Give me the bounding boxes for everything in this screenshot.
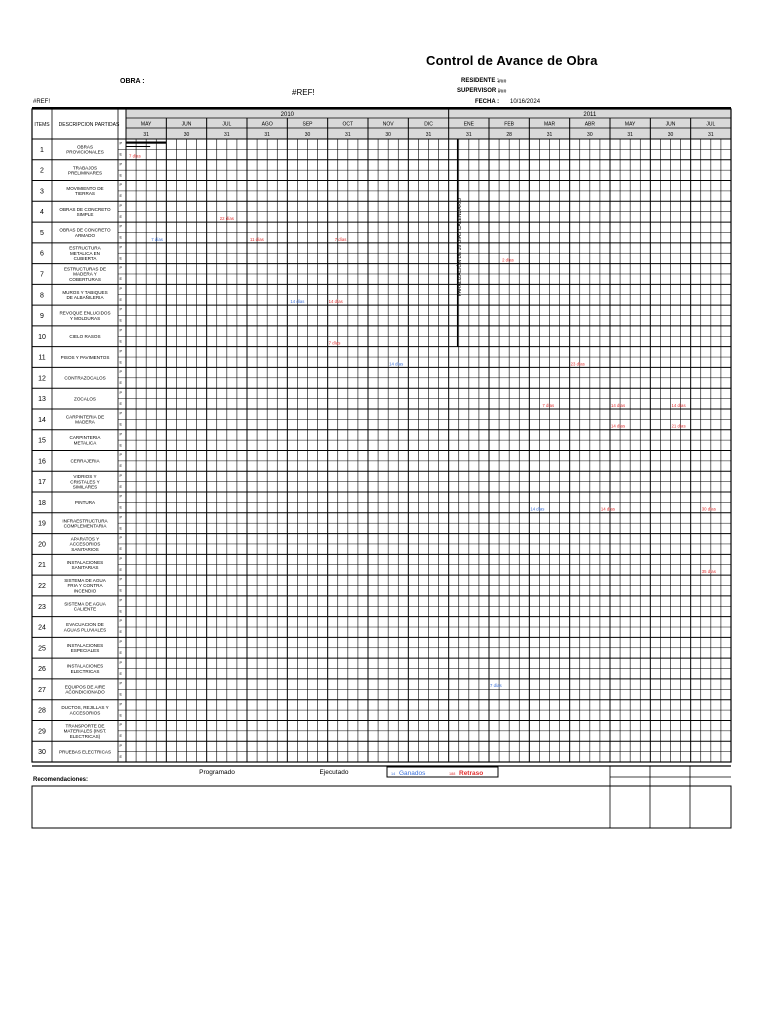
item-description: ESPECIALES xyxy=(70,648,100,654)
row-mark-e: E xyxy=(119,567,123,572)
month-label-nov: NOV xyxy=(382,121,394,128)
item-description: ACONDICIONADO xyxy=(65,689,105,695)
row-mark-e: E xyxy=(119,630,123,635)
row-mark-e: E xyxy=(119,464,123,469)
item-number: 7 xyxy=(40,271,44,279)
item-description: DE ALBAÑILERIA xyxy=(66,295,104,301)
month-label-ene: ENE xyxy=(463,121,474,128)
delay-annotation: 7 días xyxy=(129,153,141,159)
item-number: 23 xyxy=(38,603,46,611)
row-mark-e: E xyxy=(119,692,123,697)
recomendaciones-box xyxy=(32,786,731,828)
month-label-jul: JUL xyxy=(706,121,716,128)
row-mark-p: P xyxy=(119,224,123,229)
supervisor-label: SUPERVISOR : xyxy=(457,88,500,94)
item-description: ESTRUCTURAS DE xyxy=(63,266,107,272)
row-mark-p: P xyxy=(119,453,123,458)
item-description: INSTALACIONES xyxy=(66,663,104,669)
row-mark-e: E xyxy=(119,547,123,552)
delay-annotation: 7 días xyxy=(328,340,341,346)
row-mark-p: P xyxy=(119,370,123,375)
row-mark-p: P xyxy=(119,619,123,624)
item-description: ESTRUCTURA xyxy=(69,245,101,251)
row-mark-p: P xyxy=(119,536,123,541)
delay-annotation: 14 días xyxy=(611,402,626,408)
row-mark-e: E xyxy=(119,318,123,323)
delay-annotation: 7 días xyxy=(334,236,347,242)
row-mark-p: P xyxy=(119,349,123,354)
delay-annotation: 14 días xyxy=(530,506,545,512)
item-description: MADERA Y xyxy=(73,271,97,277)
row-mark-p: P xyxy=(119,660,123,665)
item-description: TIERRAS xyxy=(75,191,95,197)
item-description: OBRAS DE CONCRETO xyxy=(59,227,111,233)
item-description: SANITARIAS xyxy=(71,565,99,571)
row-mark-p: P xyxy=(119,162,123,167)
row-mark-e: E xyxy=(119,277,123,282)
row-mark-e: E xyxy=(119,381,123,386)
item-number: 5 xyxy=(40,229,44,237)
table-border xyxy=(32,109,731,762)
item-number: 28 xyxy=(38,707,46,715)
month-label-sep: SEP xyxy=(302,121,313,128)
row-mark-p: P xyxy=(119,681,123,686)
item-description: VIDRIOS Y xyxy=(73,474,97,480)
item-description: APARATOS Y xyxy=(70,536,100,542)
row-mark-p: P xyxy=(119,494,123,499)
day-count: 30 xyxy=(304,132,311,138)
month-label-oct: OCT xyxy=(342,121,354,128)
month-label-ago: AGO xyxy=(261,121,273,128)
item-description: AGUAS PLUVIALES xyxy=(63,627,107,633)
legend-retraso-number: 188 xyxy=(449,772,456,776)
year-label-2010: 2010 xyxy=(280,112,295,118)
row-mark-e: E xyxy=(119,754,123,759)
day-count: 31 xyxy=(345,132,351,138)
row-mark-e: E xyxy=(119,235,123,240)
row-mark-e: E xyxy=(119,671,123,676)
item-description: CRISTALES Y xyxy=(70,479,100,485)
row-mark-p: P xyxy=(119,556,123,561)
row-mark-e: E xyxy=(119,173,123,178)
month-label-dic: DIC xyxy=(424,121,433,128)
delay-annotation: 7 días xyxy=(490,683,502,689)
day-count: 31 xyxy=(264,132,270,138)
delay-annotation: 11 días xyxy=(250,236,264,242)
residente-value: ### xyxy=(498,79,507,85)
row-mark-e: E xyxy=(119,339,123,344)
item-number: 10 xyxy=(38,333,46,341)
fecha-label: FECHA : xyxy=(475,99,500,105)
item-number: 27 xyxy=(38,686,46,694)
supervisor-value: ### xyxy=(498,89,507,95)
row-mark-p: P xyxy=(119,266,123,271)
item-number: 24 xyxy=(38,624,46,632)
day-count: 30 xyxy=(385,132,391,138)
item-number: 20 xyxy=(38,541,46,549)
row-mark-e: E xyxy=(119,214,123,219)
day-count: 31 xyxy=(425,132,432,138)
row-mark-p: P xyxy=(119,702,123,707)
item-description: INSTALACIONES xyxy=(66,559,104,565)
item-number: 17 xyxy=(38,479,46,487)
row-mark-p: P xyxy=(119,577,123,582)
row-mark-e: E xyxy=(119,588,123,593)
item-number: 12 xyxy=(38,375,46,383)
month-label-may: MAY xyxy=(140,121,152,128)
row-mark-p: P xyxy=(119,245,123,250)
row-mark-e: E xyxy=(119,526,123,531)
item-description: ACCESORIOS xyxy=(69,541,101,547)
item-description: SISTEMA DE AGUA xyxy=(64,577,106,583)
item-description: CALIENTE xyxy=(73,606,97,612)
item-number: 26 xyxy=(38,666,46,674)
item-description: PRUEBAS ELECTRICAS xyxy=(58,749,112,755)
residente-label: RESIDENTE : xyxy=(461,78,500,84)
recomendaciones-label: Recomendaciones: xyxy=(33,777,89,783)
item-number: 29 xyxy=(38,728,46,736)
row-mark-e: E xyxy=(119,297,123,302)
delay-annotation: 14 días xyxy=(290,299,305,305)
item-description: EQUIPOS DE AIRE xyxy=(64,684,106,690)
progress-bar-row1-exec xyxy=(126,146,150,147)
item-description: MUROS Y TABIQUES xyxy=(62,289,108,295)
day-count: 30 xyxy=(667,132,674,138)
item-number: 2 xyxy=(40,167,44,175)
item-number: 15 xyxy=(38,437,46,445)
delay-annotation: 14 días xyxy=(600,506,616,512)
row-mark-p: P xyxy=(119,203,123,208)
item-description: SIMILARES xyxy=(72,484,98,490)
item-number: 8 xyxy=(40,292,44,300)
legend-ejecutado: Ejecutado xyxy=(319,769,349,776)
delay-annotation: 22 días xyxy=(219,215,234,221)
row-mark-p: P xyxy=(119,432,123,437)
item-description: OBRAS DE CONCRETO xyxy=(59,206,111,212)
item-description: DUCTOS, REJILLAS Y xyxy=(61,705,109,711)
day-count: 31 xyxy=(627,132,633,138)
delay-annotation: 23 días xyxy=(570,361,585,367)
ref-left: #REF! xyxy=(33,99,51,105)
item-description: SANITARIOS xyxy=(71,546,99,552)
month-label-jun: JUN xyxy=(181,121,192,128)
item-description: TRANSPORTE DE xyxy=(65,723,105,729)
item-number: 14 xyxy=(38,416,46,424)
item-number: 21 xyxy=(38,562,46,570)
item-description: MADERA xyxy=(75,419,95,425)
item-description: PISOS Y PAVIMENTOS xyxy=(60,354,110,360)
delay-annotation: 14 días xyxy=(389,361,404,367)
item-description: METALICA xyxy=(73,440,97,446)
item-description: REVOQUE ENLUCIDOS xyxy=(59,310,111,316)
item-description: EVACUACION DE xyxy=(66,622,104,628)
delay-annotation: 2 días xyxy=(502,257,514,263)
item-description: MOVIMIENTO DE xyxy=(66,186,104,192)
row-mark-p: P xyxy=(119,286,123,291)
row-mark-e: E xyxy=(119,505,123,510)
item-description: INCENDIO xyxy=(73,588,97,594)
row-mark-p: P xyxy=(119,390,123,395)
row-mark-p: P xyxy=(119,640,123,645)
item-description: SISTEMA DE AGUA xyxy=(64,601,106,607)
item-number: 6 xyxy=(40,250,44,258)
item-number: 25 xyxy=(38,645,46,653)
year-header-bg xyxy=(126,109,731,118)
item-description: CONTRAZOCALOS xyxy=(64,375,106,381)
row-mark-p: P xyxy=(119,743,123,748)
item-number: 11 xyxy=(38,354,46,362)
item-description: CIELO RASOS xyxy=(69,333,101,339)
month-label-abr: ABR xyxy=(584,121,595,128)
ref-center: #REF! xyxy=(292,88,315,97)
item-description: ZOCALOS xyxy=(74,396,96,402)
item-number: 4 xyxy=(40,209,44,217)
row-mark-e: E xyxy=(119,609,123,614)
day-count: 31 xyxy=(546,132,553,138)
item-description: TRABAJOS xyxy=(72,165,98,171)
delay-annotation: 30 días xyxy=(701,506,716,512)
item-description: ELECTRICAS xyxy=(70,668,100,674)
row-mark-p: P xyxy=(119,473,123,478)
item-description: FRIA Y CONTRA xyxy=(67,583,103,589)
day-count: 31 xyxy=(143,132,149,138)
row-mark-e: E xyxy=(119,422,123,427)
item-number: 19 xyxy=(38,520,46,528)
delay-annotation: 7 días xyxy=(542,402,555,408)
month-label-may: MAY xyxy=(624,121,636,128)
item-number: 9 xyxy=(40,313,44,321)
item-description: OBRAS xyxy=(76,144,94,150)
col-items-header: ITEMS xyxy=(34,122,50,128)
fecha-value: 10/16/2024 xyxy=(510,99,541,105)
delay-annotation: 14 días xyxy=(611,423,626,429)
legend-programado: Programado xyxy=(199,769,235,776)
row-mark-e: E xyxy=(119,484,123,489)
day-count: 30 xyxy=(587,132,593,138)
item-number: 22 xyxy=(38,582,46,590)
page-title: Control de Avance de Obra xyxy=(426,53,598,68)
item-description: METALICA EN xyxy=(69,250,101,256)
obra-label: OBRA : xyxy=(120,78,145,85)
item-number: 1 xyxy=(40,146,44,154)
item-description: CARPINTERIA DE xyxy=(65,414,105,420)
item-number: 13 xyxy=(38,396,46,404)
col-desc-header: DESCRIPCION PARTIDAS xyxy=(58,122,120,128)
item-description: ELECTRICAS) xyxy=(69,733,101,739)
row-mark-e: E xyxy=(119,256,123,261)
row-mark-e: E xyxy=(119,734,123,739)
item-description: CERRAJERIA xyxy=(70,458,100,464)
item-description: MATERIALES (INST. xyxy=(63,728,107,734)
row-mark-p: P xyxy=(119,598,123,603)
month-label-mar: MAR xyxy=(543,121,556,128)
item-description: ACCESORIOS xyxy=(69,710,101,716)
item-number: 3 xyxy=(40,188,44,196)
legend-ganados-number: 14 xyxy=(391,772,396,776)
day-count: 28 xyxy=(506,132,512,138)
delay-annotation: 14 días xyxy=(671,402,686,408)
item-description: PROVICIONALES xyxy=(66,149,104,155)
item-number: 16 xyxy=(38,458,46,466)
day-count: 31 xyxy=(466,132,472,138)
item-description: CARPINTERIA xyxy=(69,435,101,441)
row-mark-e: E xyxy=(119,360,123,365)
row-mark-p: P xyxy=(119,328,123,333)
row-mark-e: E xyxy=(119,152,123,157)
day-count: 30 xyxy=(183,132,190,138)
item-description: PINTURA xyxy=(74,500,96,506)
item-description: COBERTURAS xyxy=(69,276,101,282)
row-mark-p: P xyxy=(119,141,123,146)
row-mark-e: E xyxy=(119,443,123,448)
row-mark-p: P xyxy=(119,307,123,312)
item-description: Y MOLDURAS xyxy=(69,315,101,321)
year-label-2011: 2011 xyxy=(583,112,597,118)
delay-annotation: 21 días xyxy=(671,423,686,429)
row-mark-e: E xyxy=(119,713,123,718)
item-description: ARMADO xyxy=(74,232,96,238)
row-mark-p: P xyxy=(119,411,123,416)
day-count: 31 xyxy=(708,132,714,138)
item-number: 30 xyxy=(38,749,46,757)
month-label-jun: JUN xyxy=(665,121,676,128)
delay-annotation: 7 días xyxy=(151,236,163,242)
item-description: INSTALACIONES xyxy=(66,642,104,648)
row-mark-p: P xyxy=(119,723,123,728)
month-label-feb: FEB xyxy=(504,121,515,128)
item-number: 18 xyxy=(38,499,46,507)
delay-annotation: 14 días xyxy=(328,299,343,305)
month-label-jul: JUL xyxy=(222,121,232,128)
delay-annotation: 35 días xyxy=(701,569,716,575)
item-description: CUBIERTA xyxy=(73,256,97,262)
row-mark-e: E xyxy=(119,651,123,656)
legend-ganados: Ganados xyxy=(399,770,426,777)
legend-retraso: Retraso xyxy=(459,770,484,777)
day-count: 31 xyxy=(224,132,230,138)
item-description: COMPLEMENTARIA xyxy=(63,523,107,529)
item-description: SIMPLE xyxy=(76,211,94,217)
progress-bar-row1 xyxy=(126,142,166,144)
row-mark-e: E xyxy=(119,194,123,199)
item-description: INFRAESTRUCTURA xyxy=(62,518,108,524)
row-mark-p: P xyxy=(119,183,123,188)
row-mark-e: E xyxy=(119,401,123,406)
paralization-note: PARALIZACIÓN DE 39 DIAS CALENDARIO xyxy=(456,197,463,297)
row-mark-p: P xyxy=(119,515,123,520)
item-description: PRELIMINARES xyxy=(67,170,103,176)
